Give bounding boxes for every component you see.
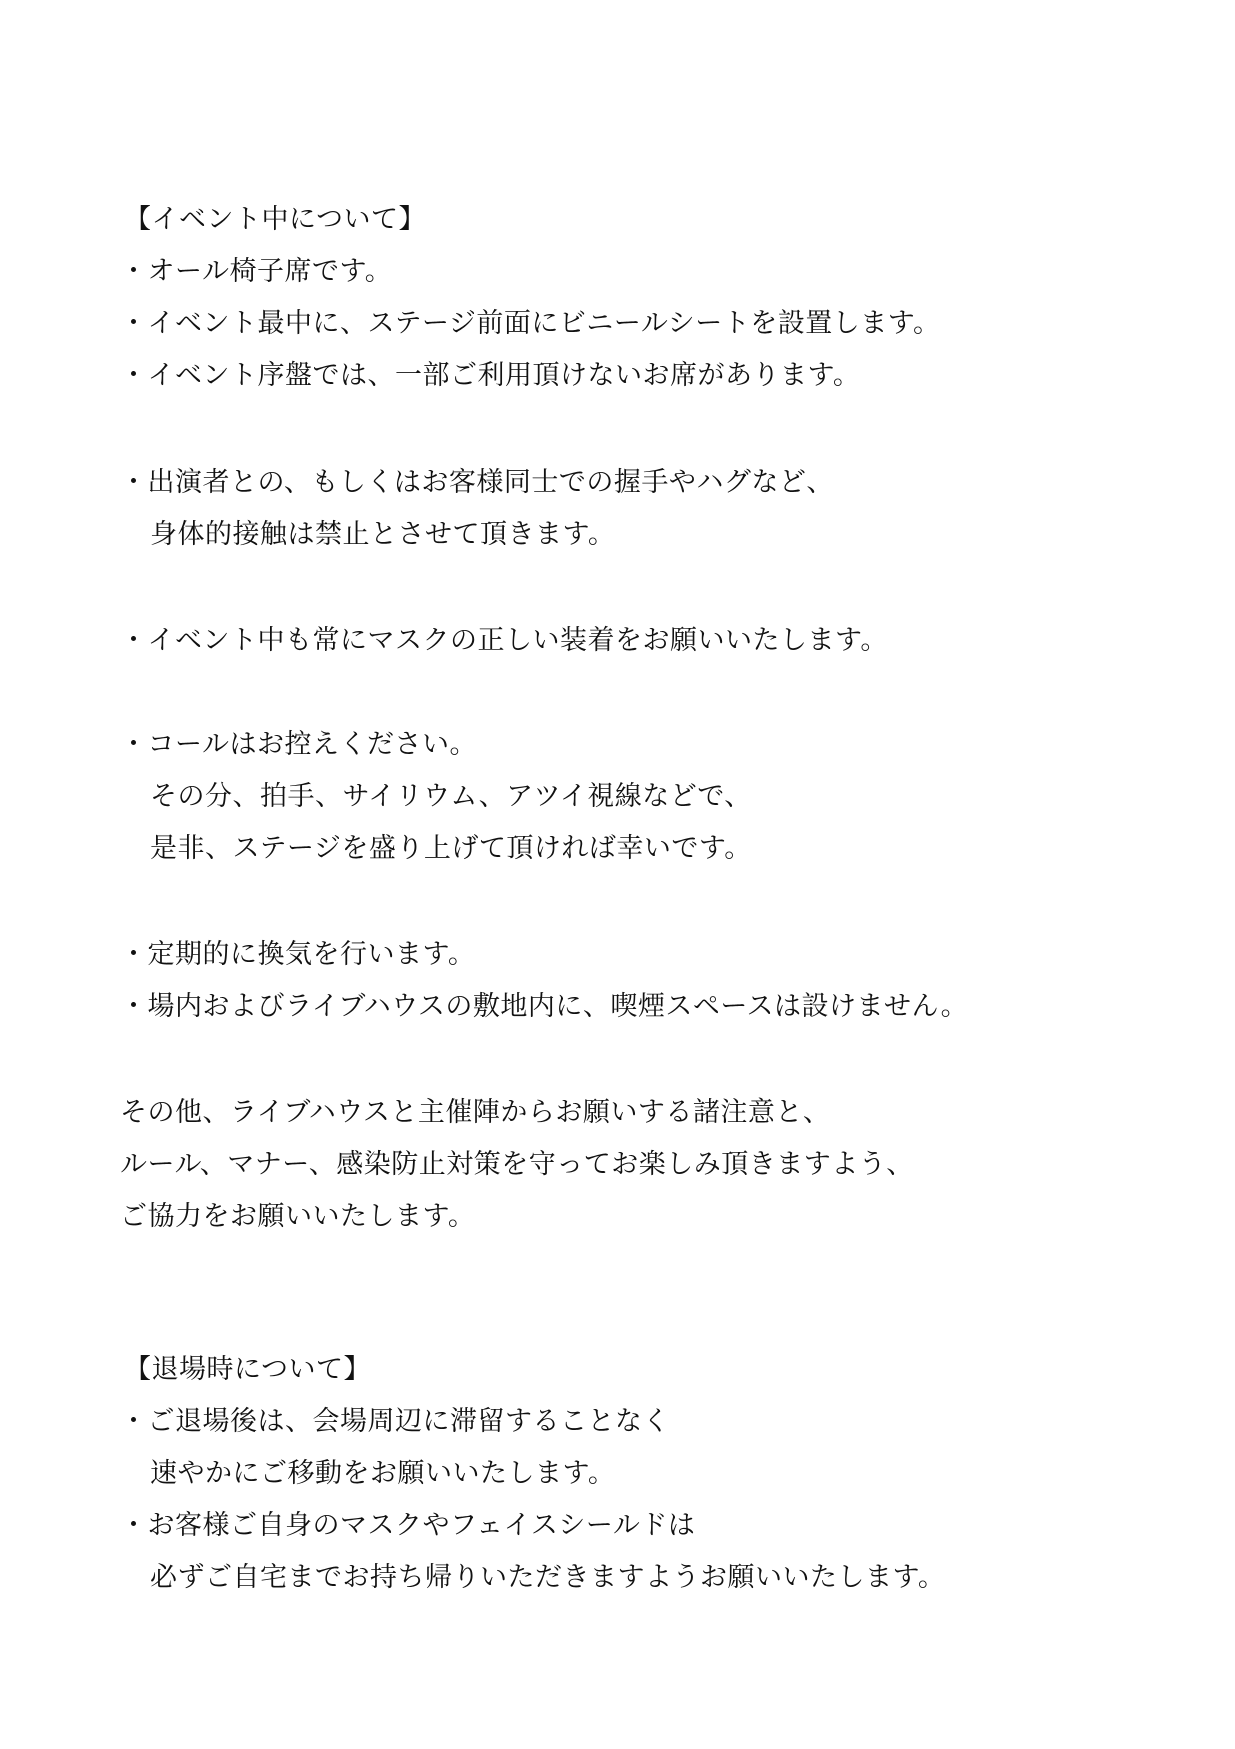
- bullet-leave-promptly-continued: 速やかにご移動をお願いいたします。: [150, 1458, 616, 1489]
- bullet-ventilation: ・定期的に換気を行います。: [120, 939, 476, 970]
- section-heading-exit: 【退場時について】: [124, 1354, 371, 1385]
- bullet-no-smoking: ・場内およびライブハウスの敷地内に、喫煙スペースは設けません。: [120, 991, 969, 1022]
- bullet-no-contact: ・出演者との、もしくはお客様同士での握手やハグなど、: [120, 467, 834, 498]
- bullet-no-calls: ・コールはお控えください。: [120, 729, 477, 760]
- section-heading-event: 【イベント中について】: [124, 204, 426, 235]
- bullet-unavailable-seats: ・イベント序盤では、一部ご利用頂けないお席があります。: [120, 360, 861, 391]
- closing-line-3: ご協力をお願いいたします。: [120, 1201, 476, 1232]
- bullet-take-masks-home-continued: 必ずご自宅までお持ち帰りいただきますようお願いいたします。: [150, 1562, 946, 1593]
- closing-line-2: ルール、マナー、感染防止対策を守ってお楽しみ頂きますよう、: [120, 1149, 914, 1180]
- bullet-mask: ・イベント中も常にマスクの正しい装着をお願いいたします。: [120, 625, 888, 656]
- bullet-leave-promptly: ・ご退場後は、会場周辺に滞留することなく: [120, 1406, 670, 1437]
- closing-line-1: その他、ライブハウスと主催陣からお願いする諸注意と、: [120, 1097, 831, 1128]
- bullet-no-contact-continued: 身体的接触は禁止とさせて頂きます。: [150, 519, 616, 550]
- bullet-no-calls-continued-1: その分、拍手、サイリウム、アツイ視線などで、: [150, 781, 752, 812]
- bullet-take-masks-home: ・お客様ご自身のマスクやフェイスシールドは: [120, 1510, 696, 1541]
- bullet-chair-seats: ・オール椅子席です。: [120, 256, 393, 287]
- bullet-no-calls-continued-2: 是非、ステージを盛り上げて頂ければ幸いです。: [150, 833, 752, 864]
- bullet-vinyl-sheet: ・イベント最中に、ステージ前面にビニールシートを設置します。: [120, 308, 941, 339]
